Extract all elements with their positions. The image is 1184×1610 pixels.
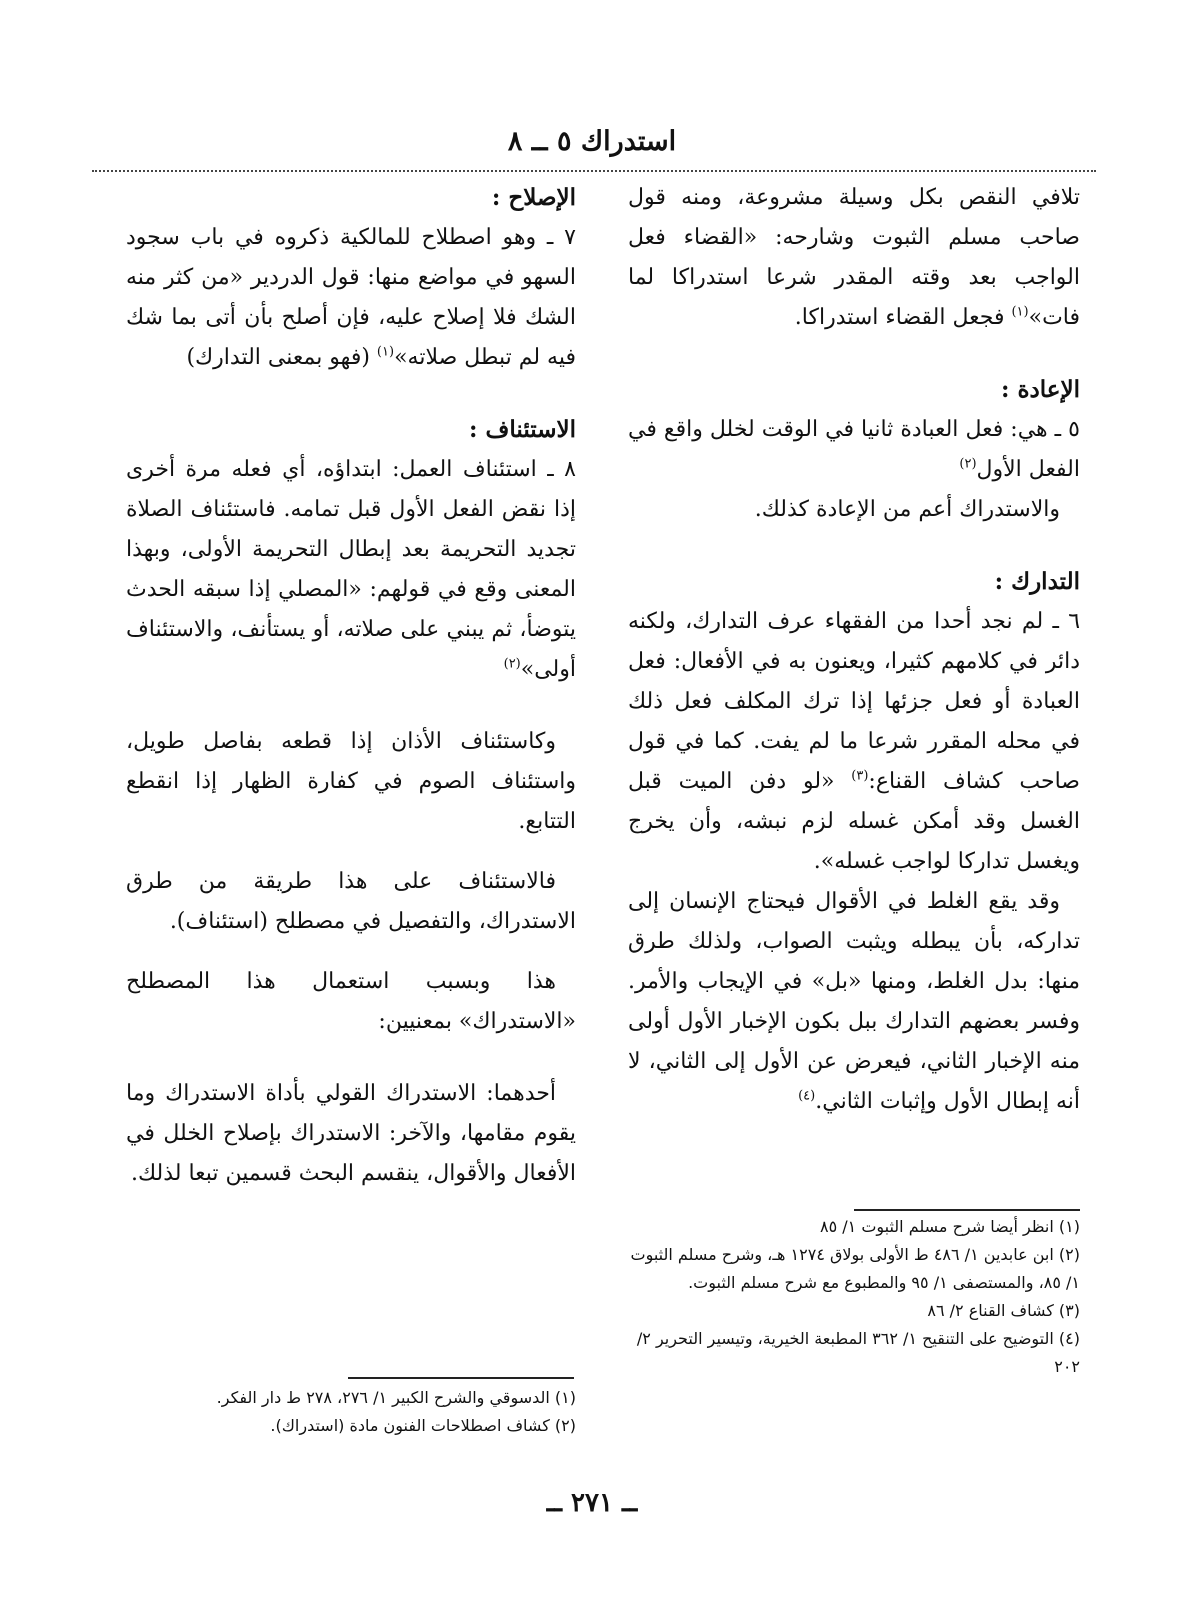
iada-text: ٥ ـ هي: فعل العبادة ثانيا في الوقت لخلل واقع في الفعل الأول	[628, 417, 1080, 482]
istinaf-paragraph	[126, 450, 576, 690]
tadaruk-paragraph	[628, 602, 1080, 882]
intro-text: تلافي النقص بكل وسيلة مشروعة، ومنه قول صاحب مسلم الثبوت وشارحه: «القضاء فعل الواجب بعد وقته المقدر شرعا استدراكا لما فات»	[628, 185, 1080, 330]
footnote-ref: (١)	[376, 344, 395, 360]
iada-paragraph	[628, 410, 1080, 490]
istinaf-paragraph-2: وكاستئناف الأذان إذا قطعه بفاصل طويل، واستئناف الصوم في كفارة الظهار إذا انقطع التتابع.	[126, 729, 576, 834]
footnote: (٣) كشاف القناع ٢/ ٨٦	[927, 1301, 1080, 1320]
istinaf-paragraph-3: فالاستئناف على هذا طريقة من طرق الاستدراك، والتفصيل في مصطلح (استئناف).	[126, 869, 576, 934]
footnote: (٢) كشاف اصطلاحات الفنون مادة (استدراك).	[270, 1416, 576, 1435]
intro-paragraph	[628, 178, 1080, 338]
istinaf-paragraph-4: هذا وبسبب استعمال هذا المصطلح «الاستدراك» بمعنيين:	[126, 969, 576, 1034]
footnote-divider-left	[348, 1377, 574, 1379]
footnote: (٤) التوضيح على التنقيح ١/ ٣٦٢ المطبعة الخيرية، وتيسير التحرير ٢/ ٢٠٢	[636, 1329, 1080, 1376]
footnotes-left	[150, 1384, 576, 1440]
islah-paragraph	[126, 218, 576, 378]
istinaf-text: ٨ ـ استئناف العمل: ابتداؤه، أي فعله مرة أخرى إذا نقض الفعل الأول قبل تمامه. فاستئناف الصلاة تجديد التحريمة بعد إبطال التحريمة الأولى، وبهذا المعنى وقع في قولهم: «المصلي إذا سبقه الحدث يتوضأ، ثم يبني على صلاته، أو يستأنف، والاستئناف أولى»	[126, 457, 576, 682]
footnote-ref: (١)	[1011, 304, 1029, 320]
islah-end-text: (فهو بمعنى التدارك)	[186, 345, 370, 370]
footnote-divider-right	[854, 1209, 1080, 1211]
tadaruk-text-2: وقد يقع الغلط في الأقوال فيحتاج الإنسان إلى تداركه، بأن يبطله ويثبت الصواب، ولذلك طرق منها: بدل الغلط، ومنها «بل» في الإيجاب والأمر. وفسر بعضهم التدارك ببل بكون الإخبار الأول أولى منه الإخبار الثاني، فيعرض عن الأول إلى الثاني، لا أنه إبطال الأول وإثبات الثاني.	[628, 889, 1080, 1114]
footnote-ref: (٤)	[798, 1088, 816, 1104]
header-divider	[92, 170, 1096, 172]
tadaruk-paragraph-2	[628, 882, 1080, 1122]
footnote-ref: (٢)	[959, 456, 977, 472]
footnote-ref: (٢)	[503, 656, 521, 672]
iada-heading: الإعادة :	[1000, 376, 1080, 403]
page-number: ــ ٢٧١ ــ	[546, 1488, 638, 1518]
left-column	[126, 178, 576, 1194]
footnote: (١) الدسوقي والشرح الكبير ١/ ٢٧٦، ٢٧٨ ط دار الفكر.	[216, 1388, 576, 1407]
running-header: استدراك ٥ ــ ٨	[507, 126, 677, 157]
footnotes-right	[628, 1213, 1080, 1381]
istinaf-paragraph-5: أحدهما: الاستدراك القولي بأداة الاستدراك وما يقوم مقامها، والآخر: الاستدراك بإصلاح الخلل في الأفعال والأقوال، ينقسم البحث قسمين تبعا لذلك.	[126, 1081, 576, 1186]
footnote-ref: (٣)	[851, 768, 869, 784]
tadaruk-quote: «لو دفن الميت قبل الغسل وقد أمكن غسله لزم نبشه، وأن يخرج ويغسل تداركا لواجب غسله».	[628, 769, 1080, 874]
intro-end-text: فجعل القضاء استدراكا.	[794, 305, 1005, 330]
islah-heading: الإصلاح :	[491, 184, 576, 211]
iada-paragraph-2: والاستدراك أعم من الإعادة كذلك.	[754, 497, 1060, 522]
islah-text: ٧ ـ وهو اصطلاح للمالكية ذكروه في باب سجود السهو في مواضع منها: قول الدردير «من كثر منه الشك فلا إصلاح عليه، فإن أصلح بأن أتى بما شك فيه لم تبطل صلاته»	[126, 225, 576, 370]
tadaruk-text: ٦ ـ لم نجد أحدا من الفقهاء عرف التدارك، ولكنه دائر في كلامهم كثيرا، ويعنون به في الأفعال: فعل العبادة أو فعل جزئها إذا ترك المكلف فعل ذلك في محله المقرر شرعا ما لم يفت. كما في قول صاحب كشاف القناع:	[628, 609, 1081, 794]
footnote: (٢) ابن عابدين ١/ ٤٨٦ ط الأولى بولاق ١٢٧٤ هـ، وشرح مسلم الثبوت ١/ ٨٥، والمستصفى ١/ ٩٥ والمطبوع مع شرح مسلم الثبوت.	[630, 1245, 1080, 1292]
footnote: (١) انظر أيضا شرح مسلم الثبوت ١/ ٨٥	[819, 1217, 1080, 1236]
tadaruk-heading: التدارك :	[994, 568, 1080, 595]
istinaf-heading: الاستئناف :	[469, 416, 576, 443]
right-column	[628, 178, 1080, 1122]
